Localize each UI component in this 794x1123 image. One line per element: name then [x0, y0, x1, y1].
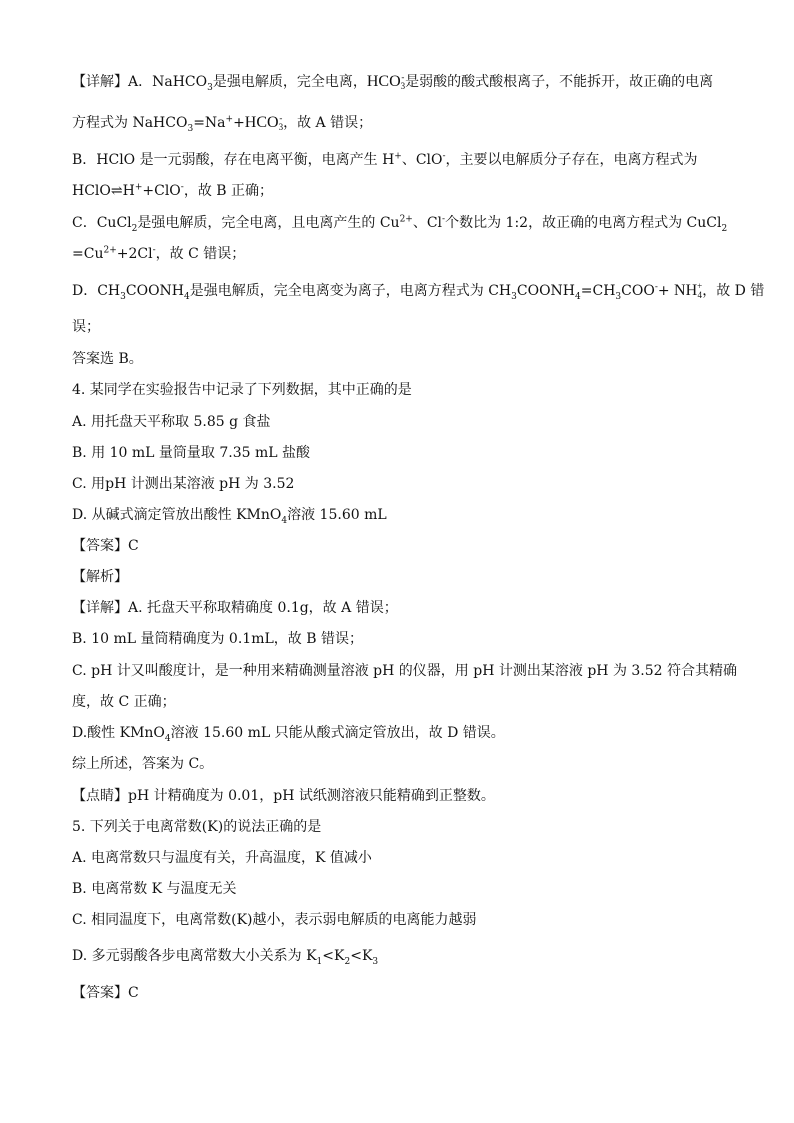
question-5-stem: 5. 下列关于电离常数(K)的说法正确的是: [72, 819, 322, 835]
detail-c-line-1: C．CuCl$_2$是强电解质，完全电离，且电离产生的 $Cu^{2+}$、Cl-个数比为 1:2，故正确的电离方程式为 CuCl$_2$: [72, 214, 728, 234]
question-4-option-b: B. 用 10 mL 量筒量取 7.35 mL 盐酸: [72, 445, 311, 461]
question-5-option-a: A. 电离常数只与温度有关，升高温度，K 值减小: [72, 850, 372, 866]
question-4-detail-b: B. 10 mL 量筒精确度为 0.1mL，故 B 错误；: [72, 631, 363, 647]
question-4-detail-a: 【详解】A. 托盘天平称取精确度 0.1g，故 A 错误；: [72, 600, 398, 616]
detail-d-line-2: 误；: [72, 319, 100, 335]
detail-b-line-1: B．HClO 是一元弱酸，存在电离平衡，电离产生 H+、ClO-，主要以电解质分子存在，电离方程式为: [72, 151, 698, 168]
question-4-detail-c-line-2: 度，故 C 正确；: [72, 694, 176, 710]
question-5-option-d: D. 多元弱酸各步电离常数大小关系为 $K_1<K_2<K_3$: [72, 948, 379, 967]
question-4-answer: 【答案】C: [72, 538, 139, 554]
question-4-option-a: A. 用托盘天平称取 5.85 g 食盐: [72, 414, 271, 430]
detail-c-line-2: $=Cu^{2+}+2Cl^-$，故 C 错误；: [72, 245, 246, 262]
question-4-detail-c-line-1: C. pH 计又叫酸度计，是一种用来精确测量溶液 pH 的仪器，用 pH 计测出某溶液 pH 为 3.52 符合其精确: [72, 663, 738, 679]
question-4-option-d: D. 从碱式滴定管放出酸性 KMnO$_4$溶液 15.60 mL: [72, 507, 387, 526]
question-4-option-c: C. 用pH 计测出某溶液 pH 为 3.52: [72, 476, 295, 492]
question-4-detail-d: D.酸性 KMnO$_4$溶液 15.60 mL 只能从酸式滴定管放出，故 D 错误。: [72, 725, 505, 744]
question-4-analysis-heading: 【解析】: [72, 569, 128, 585]
question-4-summary: 综上所述，答案为 C。: [72, 756, 214, 772]
detail-a-line-2: 方程式为 NaHCO$_3$=Na++HCO - 3 ，故 A 错误；: [72, 113, 373, 134]
question-5-option-b: B. 电离常数 K 与温度无关: [72, 881, 237, 897]
detail-a-line-1: 【详解】A．NaHCO$_3$是强电解质，完全电离，HCO - 3 是弱酸的酸式酸根离子，不能拆开，故正确的电离: [72, 72, 714, 93]
question-5-answer: 【答案】C: [72, 985, 139, 1001]
answer-line: 答案选 B。: [72, 351, 143, 367]
detail-b-line-2: HClO⇌H++ClO-，故 B 正确；: [72, 182, 274, 199]
detail-d-line-1: D．$CH_3COONH_4$是强电解质，完全电离变为离子，电离方程式为 $CH_3COONH_4=CH_3COO^-+$ NH + 4 ，故 D 错: [72, 281, 765, 302]
question-5-option-c: C. 相同温度下，电离常数(K)越小，表示弱电解质的电离能力越弱: [72, 912, 477, 928]
question-4-tip: 【点睛】pH 计精确度为 0.01，pH 试纸测溶液只能精确到正整数。: [72, 788, 495, 804]
question-4-stem: 4. 某同学在实验报告中记录了下列数据，其中正确的是: [72, 382, 412, 398]
